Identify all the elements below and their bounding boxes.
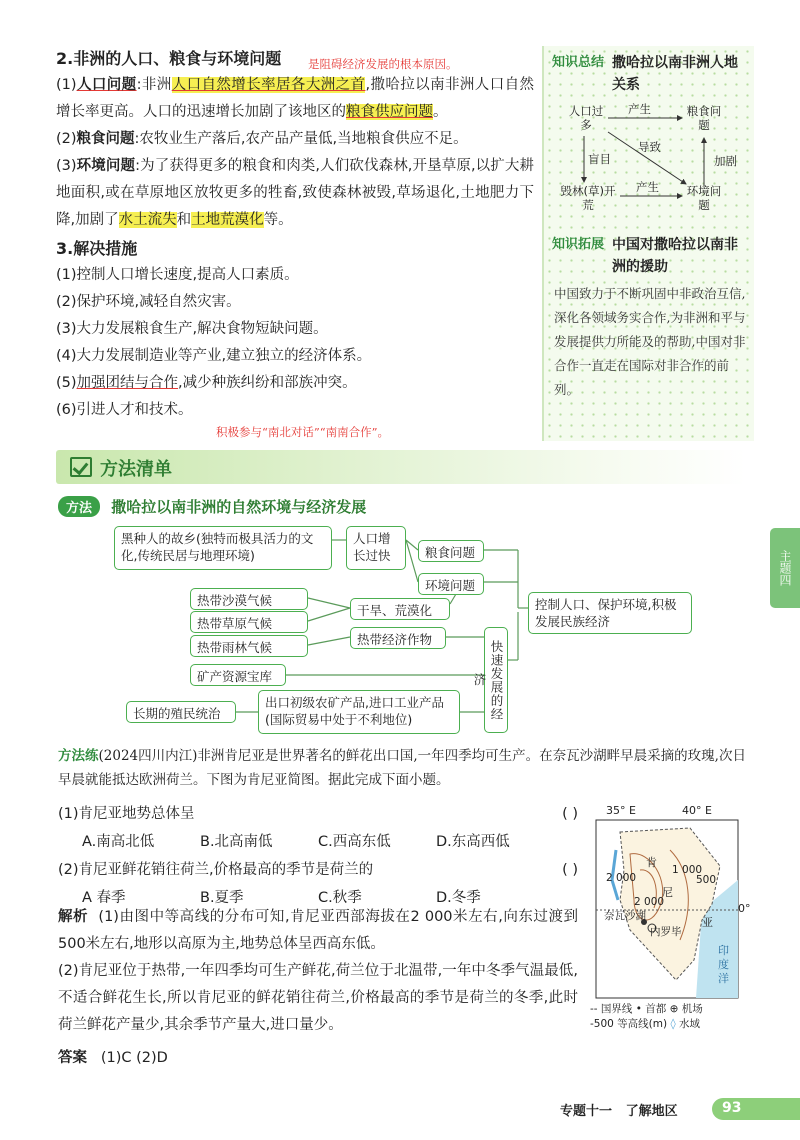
map-legend: -- 国界线 • 首都 ⊕ 机场 -500 等高线(m) ◊ 水域	[590, 1003, 703, 1030]
map-lake-label: 奈瓦沙湖	[604, 910, 646, 922]
map-ocean-2: 度	[718, 958, 729, 971]
map-label-ya: 亚	[702, 916, 713, 929]
extension-tag: 知识拓展	[552, 237, 605, 252]
analysis-block	[58, 904, 578, 1039]
flow-box-minerals: 矿产资源宝库	[190, 664, 286, 686]
option-d: D.东高西低	[436, 834, 510, 850]
flow-box-cash-crops: 热带经济作物	[350, 627, 446, 649]
summary-title: 撒哈拉以南非洲人地关系	[612, 55, 739, 93]
flow-box-rainforest-climate: 热带雨林气候	[190, 635, 308, 657]
question-1: (1)肯尼亚地势总体呈 ( )	[58, 806, 578, 822]
flow-box-env-problem: 环境问题	[418, 573, 484, 595]
measure-6: (6)引进人才和技术。	[56, 402, 193, 418]
question-2: (2)肯尼亚鲜花销往荷兰,价格最高的季节是荷兰的 ( )	[58, 862, 578, 878]
flow-box-desert-climate: 热带沙漠气候	[190, 588, 308, 610]
method-title: 撒哈拉以南非洲的自然环境与经济发展	[111, 498, 367, 516]
item-food: (2)粮食问题:农牧业生产落后,农产品产量低,当地粮食供应不足。	[56, 131, 468, 147]
page-number: 93	[722, 1100, 742, 1116]
flow-box-population-growth: 人口增长过快	[346, 526, 406, 570]
extension-title: 中国对撒哈拉以南非洲的援助	[612, 237, 739, 275]
map-lon-40: 40° E	[682, 804, 712, 817]
diagram-node-food: 粮食问题	[686, 104, 722, 132]
diagram-edge-blind: 盲目	[588, 152, 611, 166]
exercise-intro: 方法练(2024四川内江)非洲肯尼亚是世界著名的鲜花出口国,一年四季均可生产。在奈瓦沙湖畔早晨采摘的玫瑰,次日早晨就能抵达欧洲荷兰。下图为肯尼亚简图。据此完成下面小题。	[58, 748, 746, 788]
contour-2000-a: 2 000	[606, 872, 637, 884]
question-block	[58, 800, 578, 912]
section3-title: 3.解决措施	[56, 239, 138, 258]
footer-title: 了解地区	[625, 1104, 678, 1119]
measure-4: (4)大力发展制造业等产业,建立独立的经济体系。	[56, 348, 372, 364]
option-c: C.秋季	[318, 890, 362, 906]
flow-box-solution: 控制人口、保护环境,积极发展民族经济	[528, 592, 692, 634]
diagram-node-environment: 环境问题	[686, 184, 722, 212]
flow-box-economy: 快速发展的经济	[484, 627, 508, 733]
option-b: B.夏季	[200, 890, 244, 906]
contour-500: 500	[696, 874, 717, 886]
contour-2000-b: 2 000	[634, 896, 665, 908]
option-a: A.南高北低	[82, 834, 155, 850]
map-lon-35: 35° E	[606, 804, 636, 817]
option-b: B.北高南低	[200, 834, 273, 850]
footer	[560, 1100, 678, 1119]
side-tab-theme4[interactable]: 主题四	[770, 528, 800, 608]
kenya-map	[590, 804, 751, 1036]
diagram-node-deforest: 毁林(草)开荒	[560, 184, 616, 212]
footer-chapter: 专题十一	[560, 1104, 613, 1119]
map-lat-0: 0°	[738, 902, 751, 915]
summary-tag: 知识总结	[552, 55, 605, 70]
flow-box-savanna-climate: 热带草原气候	[190, 611, 308, 633]
flow-box-homeland: 黑种人的故乡(独特而极具活力的文化,传统民居与地理环境)	[114, 526, 332, 570]
option-a: A 春季	[82, 890, 126, 906]
diagram-edge-lead: 导致	[638, 140, 661, 154]
handwritten-note-2: 积极参与“南北对话”“南南合作”。	[216, 425, 390, 439]
diagram-edge-aggravate: 加剧	[714, 154, 737, 168]
item-population: (1)人口问题:非洲人口自然增长率居各大洲之首,撒哈拉以南非洲人口自然增长率更高。人口的迅速增长加剧了该地区的粮食供应问题。	[56, 77, 535, 120]
diagram-edge-produce-2: 产生	[636, 180, 659, 194]
option-d: D.冬季	[436, 890, 481, 906]
diagram-node-population: 人口过多	[568, 104, 604, 132]
map-ocean-3: 洋	[718, 972, 729, 985]
map-city-label: 内罗毕	[650, 926, 682, 938]
map-label-ni: 尼	[662, 886, 673, 899]
answer-line: 答案 (1)C (2)D	[58, 1050, 168, 1066]
measure-5: (5)加强团结与合作,减少种族纠纷和部族冲突。	[56, 375, 357, 391]
section2-title: 2.非洲的人口、粮食与环境问题	[56, 49, 282, 68]
diagram-edge-produce-1: 产生	[628, 102, 651, 116]
flow-box-food-problem: 粮食问题	[418, 540, 484, 562]
flow-box-colonial: 长期的殖民统治	[126, 701, 236, 723]
question-1-options	[58, 828, 578, 856]
analysis-1: 解析 (1)由图中等高线的分布可知,肯尼亚西部海拔在2 000米左右,向东过渡到500米左右,地形以高原为主,地势总体呈西高东低。	[58, 909, 579, 952]
measure-2: (2)保护环境,减轻自然灾害。	[56, 294, 241, 310]
flow-box-trade: 出口初级农矿产品,进口工业产品(国际贸易中处于不利地位)	[258, 690, 460, 734]
map-ocean-1: 印	[718, 944, 729, 957]
measure-3: (3)大力发展粮食生产,解决食物短缺问题。	[56, 321, 328, 337]
extension-text: 中国致力于不断巩固中非政治互信,深化各领域务实合作,为非洲和平与发展提供力所能及的帮助,中国对非合作一直走在国际对非合作的前列。	[554, 286, 746, 397]
page-number-bar	[712, 1098, 800, 1120]
option-c: C.西高东低	[318, 834, 391, 850]
analysis-2: (2)肯尼亚位于热带,一年四季均可生产鲜花,荷兰位于北温带,一年中冬季气温最低,不适合鲜花生长,所以肯尼亚的鲜花销往荷兰,价格最高的季节是荷兰的冬季,此时荷兰鲜花产量少,其余季节产量大,进口量少。	[58, 963, 578, 1033]
item-environment: (3)环境问题:为了获得更多的粮食和肉类,人们砍伐森林,开垦草原,以扩大耕地面积,或在草原地区放牧更多的牲畜,致使森林被毁,草场退化,土地肥力下降,加剧了水土流失和土地荒漠化等。	[56, 158, 535, 228]
measure-1: (1)控制人口增长速度,提高人口素质。	[56, 267, 299, 283]
map-label-ken: 肯	[646, 856, 657, 869]
banner-title: 方法清单	[100, 459, 172, 480]
handwritten-note-1: 是阻碍经济发展的根本原因。	[308, 57, 458, 71]
exercise-label: 方法练	[58, 748, 99, 764]
contour-1000: 1 000	[672, 864, 703, 876]
flow-box-drought: 干旱、荒漠化	[350, 598, 450, 620]
method-pill: 方法	[58, 496, 100, 517]
